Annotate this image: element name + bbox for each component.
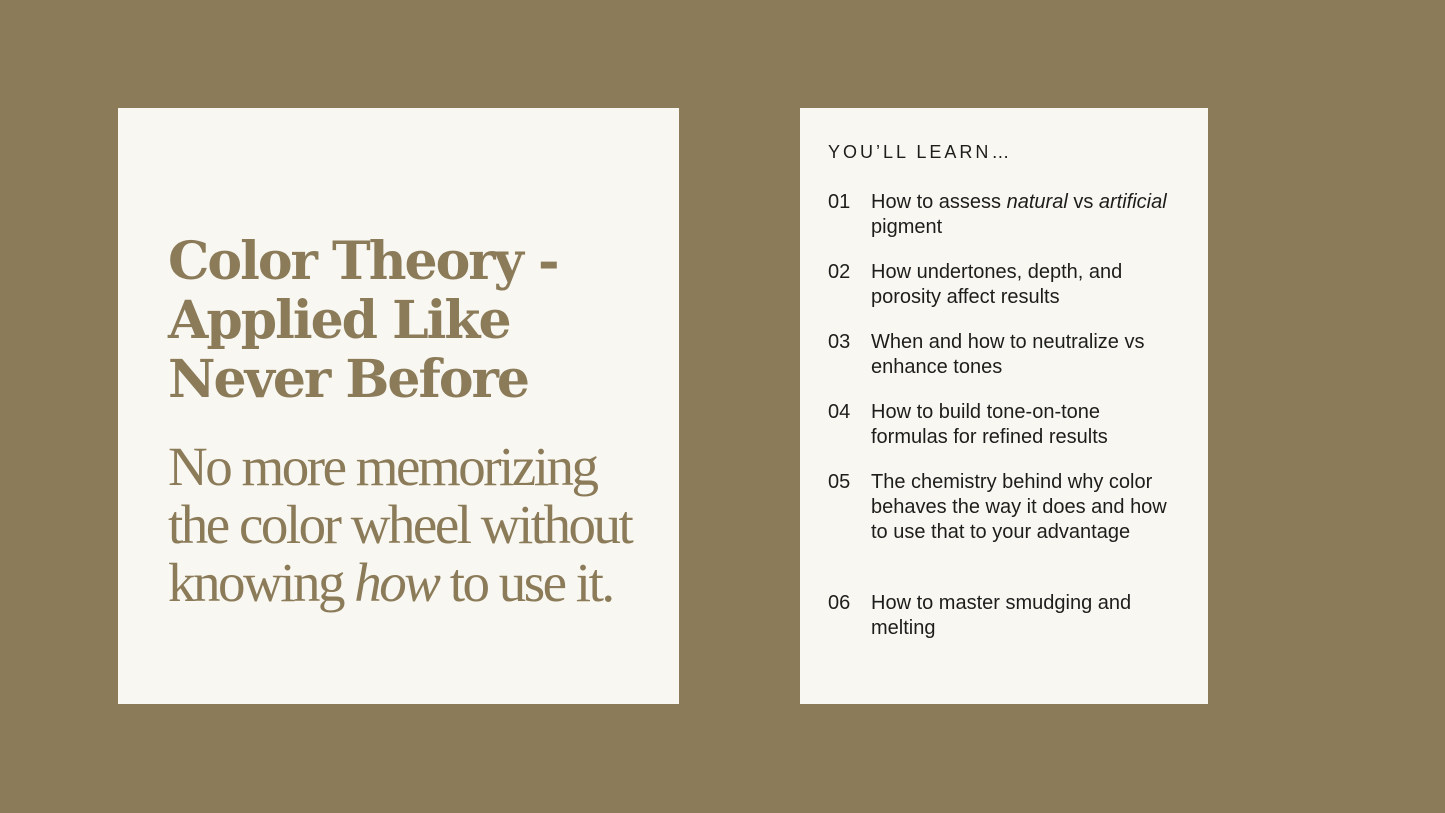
learning-item-text: How to master smudging and melting: [871, 592, 1132, 639]
learning-item-number: 02: [828, 261, 851, 283]
subtitle-text-start: No more memorizing the color wheel without knowing: [168, 436, 632, 613]
learning-item-text-part: pigment: [871, 216, 943, 238]
learning-item-number: 06: [828, 592, 851, 614]
learning-item-text-part: vs: [1067, 191, 1099, 213]
subtitle-emphasis: how: [354, 552, 439, 613]
learning-item-text: When and how to neutralize vs enhance tones: [871, 331, 1145, 378]
learning-item-emphasis: natural: [1006, 191, 1068, 213]
learning-item-text: How to build tone-on-tone formulas for refined results: [871, 401, 1108, 448]
learning-item-number: 04: [828, 401, 851, 423]
course-intro-card: [118, 108, 679, 704]
learning-item-number: 05: [828, 471, 851, 493]
learning-item-text: How undertones, depth, and porosity affect results: [871, 261, 1123, 308]
learning-item-number: 01: [828, 191, 851, 213]
learning-item-text: [871, 190, 1181, 240]
learning-item-emphasis: artificial: [1098, 191, 1167, 213]
learning-item-text: The chemistry behind why color behaves the way it does and how to use that to your advantage: [871, 471, 1167, 543]
learning-item-text-part: How to assess: [871, 191, 1007, 213]
learning-outcomes-card: [800, 108, 1208, 704]
course-title: Color Theory - Applied Like Never Before: [168, 231, 558, 410]
learn-heading: YOU’LL LEARN…: [828, 142, 1013, 162]
course-subtitle: [168, 438, 648, 612]
subtitle-text-end: to use it.: [438, 552, 613, 613]
learning-item-number: 03: [828, 331, 851, 353]
